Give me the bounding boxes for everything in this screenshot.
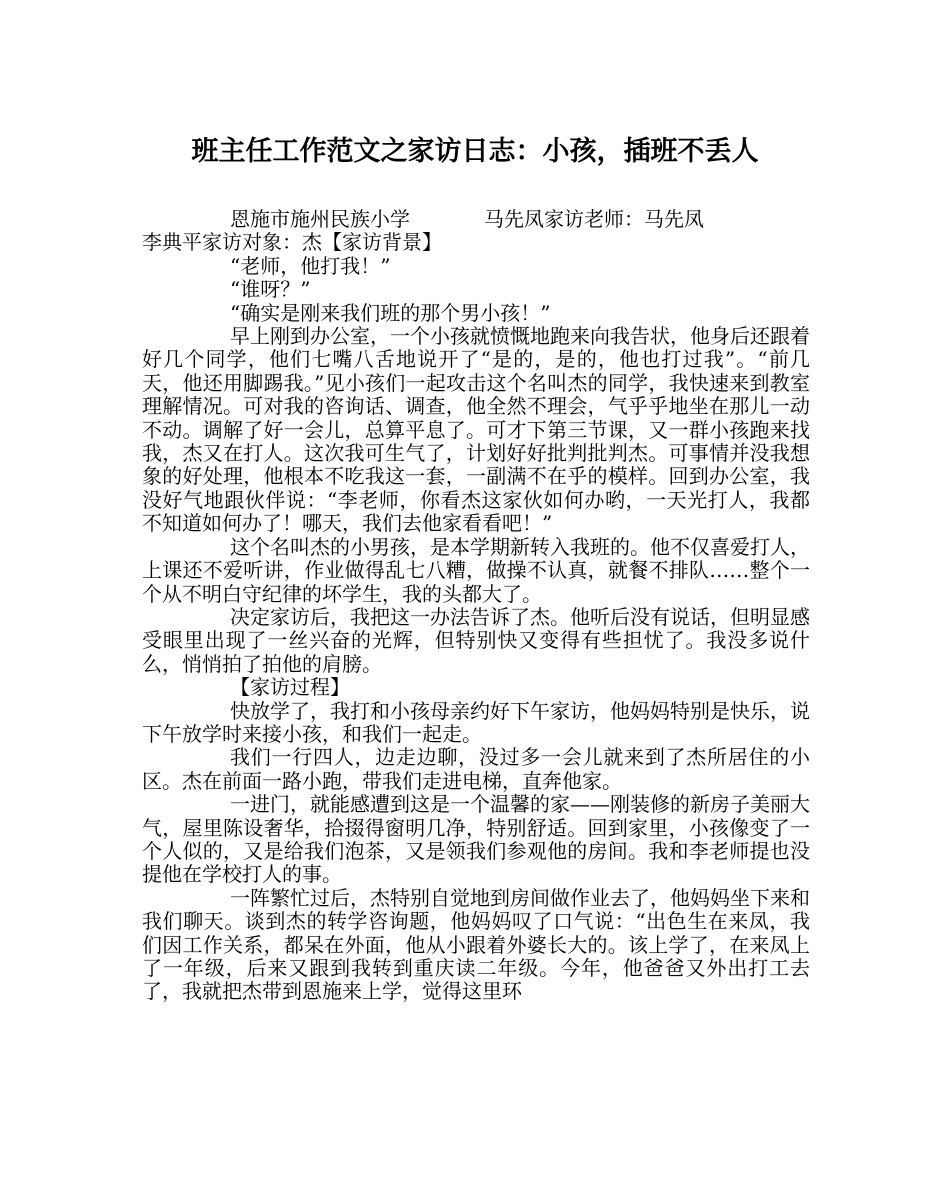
paragraph: “谁呀？” <box>230 277 311 302</box>
meta-school-line <box>142 208 810 231</box>
document-title: 班主任工作范文之家访日志：小孩，插班不丢人 <box>191 136 759 167</box>
teacher-info: 马先凤家访老师：马先凤 <box>484 207 704 231</box>
visit-target-line: 李典平家访对象：杰【家访背景】 <box>142 230 442 255</box>
paragraph: 一进门，就能感遭到这是一个温馨的家——刚装修的新房子美丽大气，屋里陈设奢华，拾掇得窗明几净，特别舒适。回到家里，小孩像变了一个人似的，又是给我们泡茶，又是领我们参观他的房间。我和李老师提也没提他在学校打人的事。 <box>142 792 810 887</box>
document-body <box>142 208 810 1004</box>
paragraph: 早上刚到办公室，一个小孩就愤慨地跑来向我告状，他身后还跟着好几个同学，他们七嘴八舌地说开了“是的，是的，他也打过我”。“前几天，他还用脚踢我。”见小孩们一起攻击这个名叫杰的同学，我快速来到教室理解情况。可对我的咨询话、调查，他全然不理会，气乎乎地坐在那儿一动不动。调解了好一会儿，总算平息了。可才下第三节课，又一群小孩跑来找我，杰又在打人。这次我可生气了，计划好好批判批判杰。可事情并没我想象的好处理，他根本不吃我这一套，一副满不在乎的模样。回到办公室，我没好气地跟伙伴说：“李老师，你看杰这家伙如何办哟，一天光打人，我都不知道如何办了！哪天，我们去他家看看吧！” <box>142 324 810 536</box>
paragraph: 这个名叫杰的小男孩，是本学期新转入我班的。他不仅喜爱打人，上课还不爱听讲，作业做得乱七八糟，做操不认真，就餐不排队……整个一个从不明白守纪律的坏学生，我的头都大了。 <box>142 534 810 606</box>
paragraph: 一阵繁忙过后，杰特别自觉地到房间做作业去了，他妈妈坐下来和我们聊天。谈到杰的转学咨询题，他妈妈叹了口气说：“出色生在来凤，我们因工作关系，都呆在外面，他从小跟着外婆长大的。该上学了，在来凤上了一年级，后来又跟到我转到重庆读二年级。今年，他爸爸又外出打工去了，我就把杰带到恩施来上学，觉得这里环 <box>142 885 810 1004</box>
paragraph: “确实是刚来我们班的那个男小孩！” <box>230 300 551 325</box>
section-heading: 【家访过程】 <box>230 675 350 700</box>
paragraph: 快放学了，我打和小孩母亲约好下午家访，他妈妈特别是快乐，说下午放学时来接小孩，和我们一起走。 <box>142 698 810 746</box>
school-name: 恩施市施州民族小学 <box>230 207 410 231</box>
paragraph: 我们一行四人，边走边聊，没过多一会儿就来到了杰所居住的小区。杰在前面一路小跑，带我们走进电梯，直奔他家。 <box>142 745 810 793</box>
paragraph: “老师，他打我！” <box>230 253 391 278</box>
paragraph: 决定家访后，我把这一办法告诉了杰。他听后没有说话，但明显感受眼里出现了一丝兴奋的光辉，但特别快又变得有些担忧了。我没多说什么，悄悄拍了拍他的肩膀。 <box>142 604 810 676</box>
